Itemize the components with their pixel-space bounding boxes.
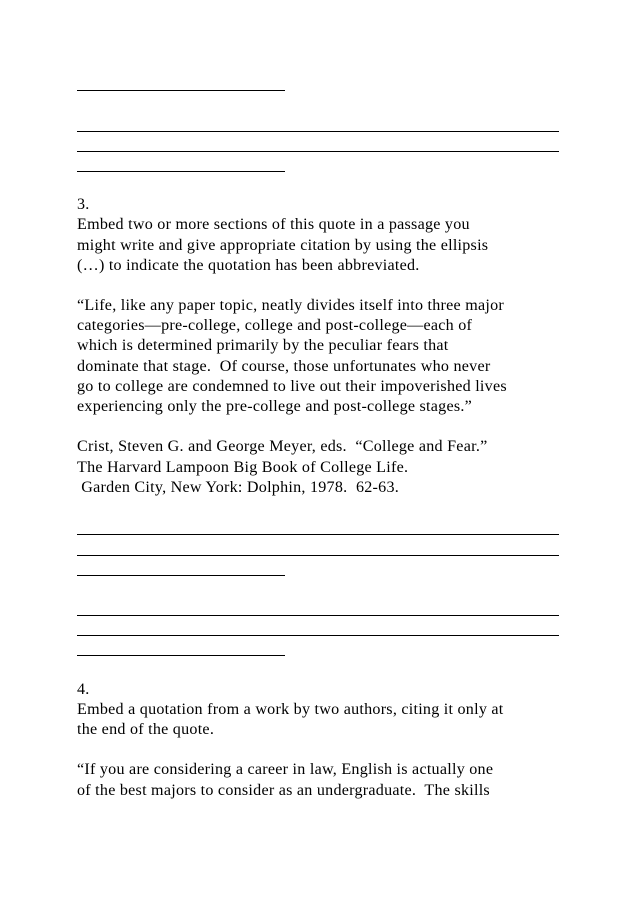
spacer: [77, 94, 567, 114]
answer-line[interactable]: [77, 114, 559, 134]
instruction-line: (…) to indicate the quotation has been abbreviated.: [77, 256, 420, 274]
citation-line: Crist, Steven G. and George Meyer, eds. “College and Fear.”: [77, 438, 488, 456]
spacer: [77, 579, 567, 599]
quote-line: dominate that stage. Of course, those unfortunates who never: [77, 357, 491, 375]
instruction-line: Embed two or more sections of this quote in a passage you: [77, 216, 470, 234]
answer-line[interactable]: [77, 518, 559, 538]
spacer: [77, 175, 567, 195]
spacer: [77, 498, 567, 518]
quote-line: “If you are considering a career in law, English is actually one: [77, 761, 494, 779]
spacer: [77, 417, 567, 437]
quote-line: experiencing only the pre-college and post-college stages.”: [77, 398, 473, 415]
quote-line: categories—pre-college, college and post-college—each of: [77, 317, 473, 335]
section-number: 4.: [77, 680, 90, 698]
answer-line[interactable]: [77, 155, 285, 175]
answer-line[interactable]: [77, 74, 285, 94]
instruction-line: the end of the quote.: [77, 721, 215, 738]
answer-line[interactable]: [77, 619, 559, 639]
citation-line: Garden City, New York: Dolphin, 1978. 62-63.: [77, 478, 400, 496]
quote-line: of the best majors to consider as an undergraduate. The skills: [77, 781, 490, 799]
quote-line: which is determined primarily by the peculiar fears that: [77, 337, 449, 355]
answer-line[interactable]: [77, 559, 285, 579]
instruction-line: Embed a quotation from a work by two authors, citing it only at: [77, 700, 504, 718]
quote-line: go to college are condemned to live out their impoverished lives: [77, 377, 507, 395]
quote-line: “Life, like any paper topic, neatly divides itself into three major: [77, 297, 504, 315]
spacer: [77, 740, 567, 760]
instruction-line: might write and give appropriate citation by using the ellipsis: [77, 236, 489, 254]
answer-line[interactable]: [77, 639, 285, 659]
answer-line[interactable]: [77, 538, 559, 558]
answer-line[interactable]: [77, 599, 559, 619]
spacer: [77, 659, 567, 679]
document-body: [77, 74, 567, 801]
spacer: [77, 276, 567, 296]
section-number: 3.: [77, 196, 90, 214]
answer-line[interactable]: [77, 135, 559, 155]
citation-line: The Harvard Lampoon Big Book of College Life.: [77, 458, 409, 476]
